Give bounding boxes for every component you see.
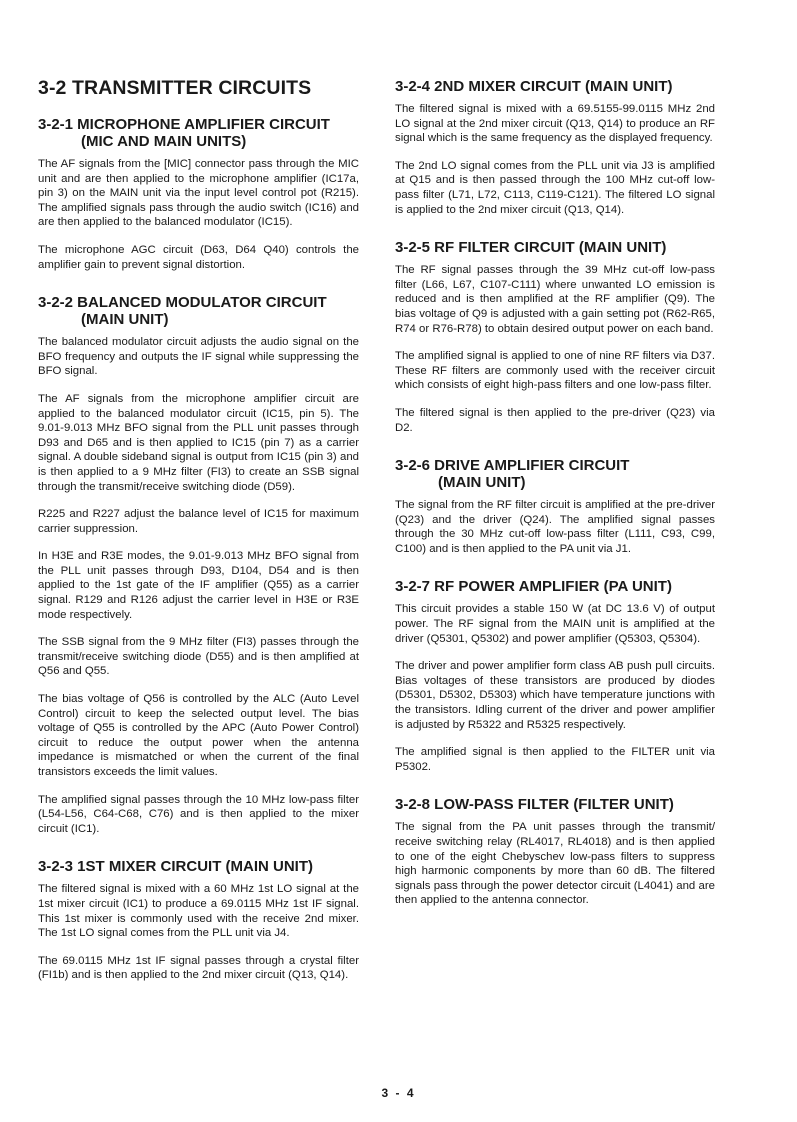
body-paragraph: The AF signals from the [MIC] connector pass through the MIC unit and are then applied to the microphone amplifier (IC17a, pin 3) on the MAIN unit via the input level control pot (R215). The amplified signals pass through the audio switch (IC16) and are then applied to the balanced modulator (IC15). xyxy=(38,158,359,229)
right-column xyxy=(395,78,715,930)
body-paragraph: The filtered signal is mixed with a 60 MHz 1st LO signal at the 1st mixer circuit (IC1) to produce a 69.0115 MHz 1st IF signal. This 1st mixer is commonly used with the receive 2nd mixer. The 1st LO signal comes from the PLL unit via J4. xyxy=(38,883,359,940)
body-paragraph: The amplified signal is then applied to the FILTER unit via P5302. xyxy=(395,746,715,773)
section xyxy=(395,457,715,556)
left-sections xyxy=(38,116,359,983)
section-heading xyxy=(395,239,715,256)
body-paragraph: The amplified signal is applied to one of nine RF filters via D37. These RF filters are commonly used with the receiver circuit which consists of eight high-pass filters and one low-pass filter. xyxy=(395,350,715,392)
right-sections xyxy=(395,78,715,908)
section-heading-subtitle: (MIC AND MAIN UNITS) xyxy=(81,133,247,150)
body-paragraph: The amplified signal passes through the 10 MHz low-pass filter (L54-L56, C64-C68, C76) and is then applied to the mixer circuit (IC1). xyxy=(38,793,359,835)
section-heading xyxy=(395,78,715,95)
body-paragraph: The microphone AGC circuit (D63, D64 Q40) controls the amplifier gain to prevent signal distortion. xyxy=(38,243,359,271)
body-paragraph: The 69.0115 MHz 1st IF signal passes through a crystal filter (FI1b) and is then applied to the 2nd mixer circuit (Q13, Q14). xyxy=(38,954,359,982)
section-heading-text: 3-2-5 RF FILTER CIRCUIT (MAIN UNIT) xyxy=(395,239,667,257)
section xyxy=(395,578,715,774)
section xyxy=(395,239,715,435)
section xyxy=(38,116,359,272)
page-number: 3 - 4 xyxy=(381,1086,416,1100)
section-heading-text: 3-2-4 2ND MIXER CIRCUIT (MAIN UNIT) xyxy=(395,78,673,95)
body-paragraph: The filtered signal is then applied to the pre-driver (Q23) via D2. xyxy=(395,406,715,434)
left-column xyxy=(38,76,359,1005)
section-heading-subtitle: (MAIN UNIT) xyxy=(81,311,169,329)
body-paragraph: This circuit provides a stable 150 W (at DC 13.6 V) of output power. The RF signal from the MAIN unit is amplified at the driver (Q5301, Q5302) and power amplifier (Q5303, Q5304). xyxy=(395,603,715,645)
section-heading xyxy=(395,796,715,813)
section-heading-subtitle: (MAIN UNIT) xyxy=(438,474,526,492)
body-paragraph: R225 and R227 adjust the balance level of IC15 for maximum carrier suppression. xyxy=(38,508,359,535)
body-paragraph: The signal from the PA unit passes through the transmit/ receive switching relay (RL4017, RL4018) and is then applied to one of the eight Chebyschev low-pass filters to suppress high harmonic components by more than 60 dB. The filtered signals pass through the power detector circuit (L4041) and are then applied to the antenna connector. xyxy=(395,821,715,907)
section-heading-text: 3-2-8 LOW-PASS FILTER (FILTER UNIT) xyxy=(395,796,674,814)
section-heading xyxy=(395,457,715,491)
body-paragraph: The AF signals from the microphone amplifier circuit are applied to the balanced modulator circuit (IC15, pin 5). The 9.01-9.013 MHz BFO signal from the PLL unit passes through D93 and D65 and is then applied to IC15 (pin 7) as a carrier signal. A double sideband signal is output from IC15 (pin 3) and is then applied to a 9 MHz filter (FI3) to create an SSB signal through the transmit/receive switching diode (D59). xyxy=(38,392,359,493)
section-heading xyxy=(38,294,359,328)
section-heading-text: 3-2-1 MICROPHONE AMPLIFIER CIRCUIT xyxy=(38,116,330,133)
section xyxy=(38,294,359,836)
body-paragraph: The signal from the RF filter circuit is amplified at the pre-driver (Q23) and the driver (Q24). The amplified signal passes through the 30 MHz cut-off low-pass filter (L111, C93, C99, C100) and is then applied to the PA unit via J1. xyxy=(395,499,715,555)
section xyxy=(395,78,715,217)
section-heading-text: 3-2-7 RF POWER AMPLIFIER (PA UNIT) xyxy=(395,578,672,596)
body-paragraph: In H3E and R3E modes, the 9.01-9.013 MHz BFO signal from the PLL unit passes through D93, D104, D54 and is then applied to the 1st gate of the IF amplifier (Q55) as a carrier signal. R129 and R126 adjust the carrier level in H3E or R3E mode respectively. xyxy=(38,550,359,621)
body-paragraph: The driver and power amplifier form class AB push pull circuits. Bias voltages of these transistors are produced by diodes (D5301, D5302, D5303) which have temperature junctions with the transistors. Idling current of the driver and power amplifier is adjusted by R5322 and R5325 respectively. xyxy=(395,660,715,731)
section-heading-text: 3-2-2 BALANCED MODULATOR CIRCUIT xyxy=(38,294,327,312)
body-paragraph: The 2nd LO signal comes from the PLL unit via J3 is amplified at Q15 and is then passed through the 100 MHz cut-off low-pass filter (L71, L72, C113, C119-C121). The filtered LO signal is applied to the 2nd mixer circuit (Q13, Q14). xyxy=(395,159,715,216)
section xyxy=(395,796,715,908)
section-heading xyxy=(395,578,715,595)
section-heading xyxy=(38,116,359,150)
section-heading-text: 3-2-6 DRIVE AMPLIFIER CIRCUIT xyxy=(395,457,630,475)
body-paragraph: The RF signal passes through the 39 MHz cut-off low-pass filter (L66, L67, C107-C111) where unwanted LO emission is reduced and is then amplified at the RF amplifier (Q9). The bias voltage of Q9 is adjusted with a gain setting pot (R62-R65, R74 or R76-R78) to obtain desired output power on each band. xyxy=(395,264,715,335)
section xyxy=(38,858,359,983)
section-heading xyxy=(38,858,359,875)
body-paragraph: The SSB signal from the 9 MHz filter (FI3) passes through the transmit/receive switching diode (D55) and is then amplified at Q56 and Q55. xyxy=(38,636,359,678)
page-title: 3-2 TRANSMITTER CIRCUITS xyxy=(38,77,312,99)
section-heading-text: 3-2-3 1ST MIXER CIRCUIT (MAIN UNIT) xyxy=(38,858,314,876)
body-paragraph: The filtered signal is mixed with a 69.5155-99.0115 MHz 2nd LO signal at the 2nd mixer circuit (Q13, Q14) to produce an RF signal which is the same frequency as the displayed frequency. xyxy=(395,103,715,145)
body-paragraph: The balanced modulator circuit adjusts the audio signal on the BFO frequency and outputs the IF signal while suppressing the BFO signal. xyxy=(38,336,359,378)
body-paragraph: The bias voltage of Q56 is controlled by the ALC (Auto Level Control) circuit to keep the selected output level. The bias voltage of Q55 is controlled by the APC (Auto Power Control) circuit to reduce the output power when the antenna impedance is mismatched or when the current of the final transistors exceeds the limit values. xyxy=(38,693,359,778)
